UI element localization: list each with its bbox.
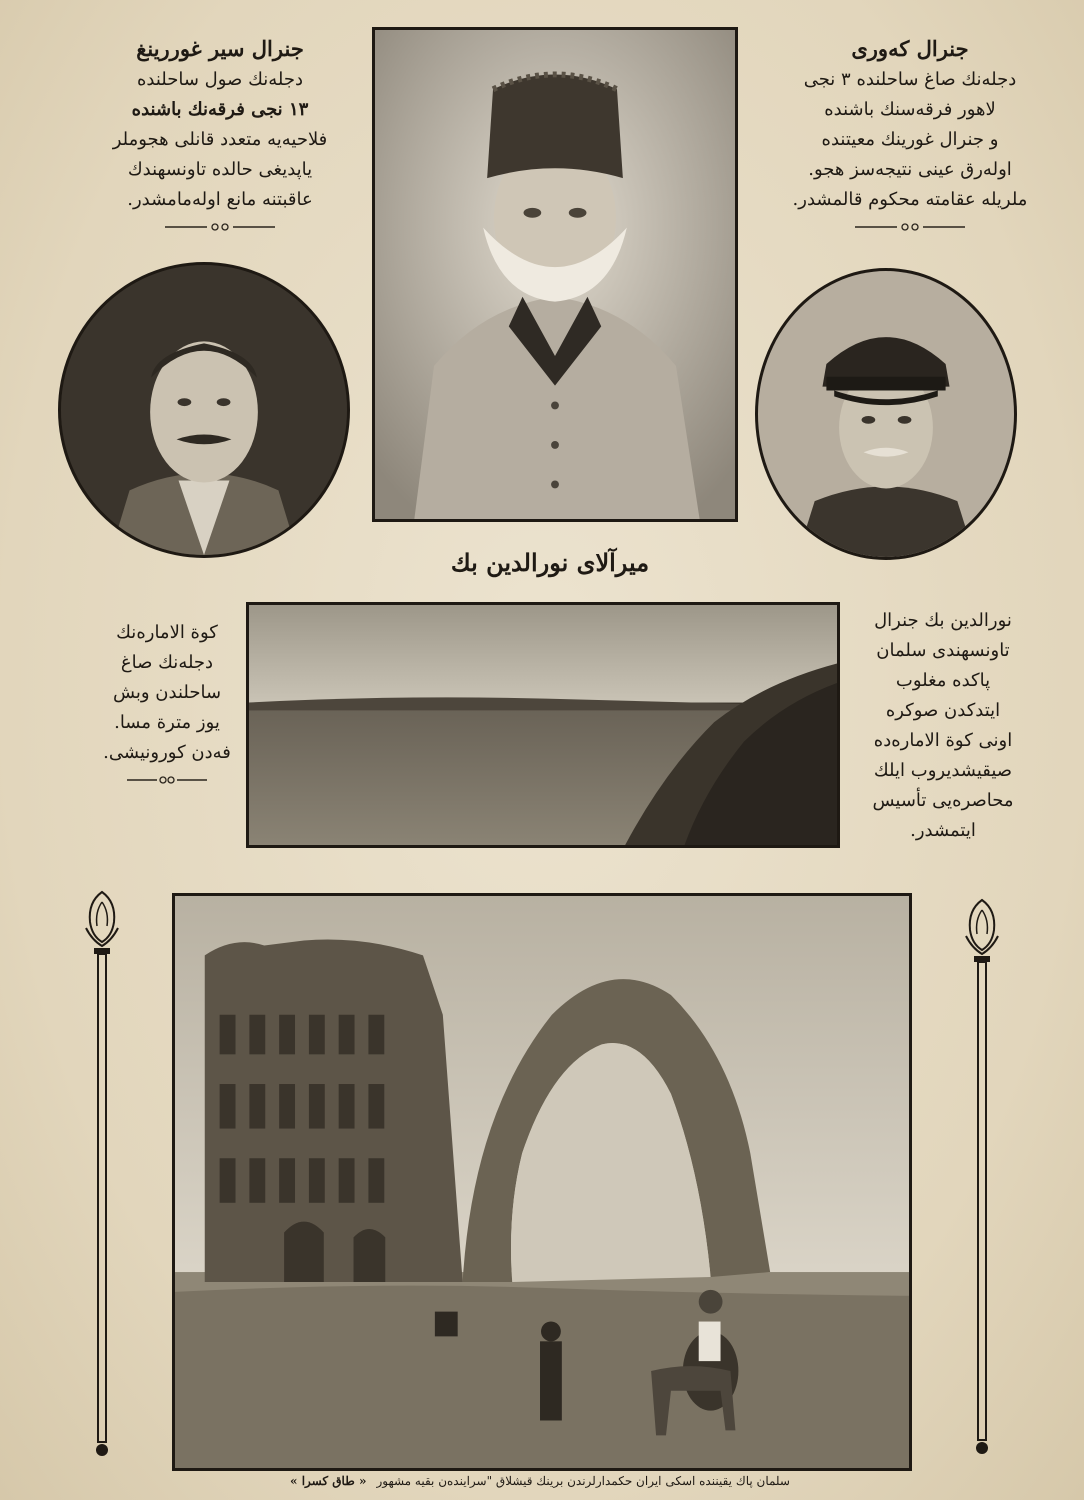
caption-line: ١٣ نجى فرقه‌نك باشنده	[131, 99, 309, 120]
portrait-illustration	[375, 30, 735, 519]
caption-line: ايتمشدر.	[910, 820, 976, 841]
caption-line: فه‌دن كورونيشى.	[103, 742, 231, 763]
caption-general-gorringe	[90, 36, 350, 233]
caption-line: ساحلندن وبش	[112, 682, 222, 703]
caption-line: عاقبتنه مانع اوله‌مامشدر.	[127, 189, 313, 210]
ornament-divider-icon	[127, 774, 207, 786]
caption-line: لاهور فرقه‌سنك باشنده	[824, 99, 996, 120]
caption-line: محاصره‌يى تأسيس	[872, 790, 1014, 811]
lotus-pillar-icon	[962, 896, 1002, 1456]
portrait-nureddin-bey	[372, 27, 738, 522]
caption-line: فلاحيه‌يه متعدد قانلى هجوملر	[112, 129, 328, 150]
caption-miralay-nureddin: ميرآلاى نورالدين بك	[450, 548, 650, 577]
caption-taq-kasra-title: « طاق كسرا »	[290, 1474, 367, 1488]
caption-line: نورالدين بك جنرال	[874, 610, 1012, 631]
caption-line: دجله‌نك صول ساحلنده	[137, 69, 303, 90]
portrait-illustration	[61, 265, 347, 555]
caption-taq-kasra-line1: سلمان پاك يقيننده اسكى ايران حكمدارلرندن برينك قيشلاق "سراينده‌ن بقيه مشهور« طاق كسرا »	[290, 1474, 790, 1488]
portrait-general-kemball	[755, 268, 1017, 560]
caption-line: و جنرال غورينك معيتنده	[821, 129, 999, 150]
photo-kut-river-view	[246, 602, 840, 848]
caption-heading: جنرال كه‌ورى	[851, 36, 969, 61]
caption-line: ايتدكدن صوكره	[885, 700, 1001, 721]
ornament-divider-icon	[165, 221, 275, 233]
caption-line: كوة الاماره‌نك	[116, 622, 218, 643]
caption-nureddin-victory	[848, 606, 1038, 846]
ruins-illustration	[175, 896, 909, 1468]
lotus-pillar-icon	[82, 888, 122, 1458]
portrait-illustration	[758, 271, 1014, 557]
landscape-illustration	[249, 605, 837, 845]
caption-line: دجله‌نك صاغ ساحلنده ٣ نجى	[803, 69, 1017, 90]
caption-heading: جنرال سير غوررينغ	[136, 36, 304, 61]
caption-line: تاونسهندى سلمان	[876, 640, 1010, 661]
caption-general-kemball	[770, 36, 1050, 233]
caption-line: ملريله عقامته محكوم قالمشدر.	[792, 189, 1028, 210]
ornament-divider-icon	[855, 221, 965, 233]
caption-line: صيقيشديروب ايلك	[873, 760, 1013, 781]
portrait-general-gorringe	[58, 262, 350, 558]
caption-line: اونى كوة الاماره‌ده	[873, 730, 1013, 751]
photo-taq-kasra	[172, 893, 912, 1471]
caption-kut-view	[92, 618, 242, 786]
caption-line: دجله‌نك صاغ	[120, 652, 214, 673]
caption-line: يوز مترة مسا.	[114, 712, 220, 733]
caption-line: پاكده مغلوب	[895, 670, 991, 691]
caption-line: اوله‌رق عينى نتيجه‌سز هجو.	[808, 159, 1012, 180]
caption-line: ياپديغى حالده تاونسهندك	[127, 159, 313, 180]
